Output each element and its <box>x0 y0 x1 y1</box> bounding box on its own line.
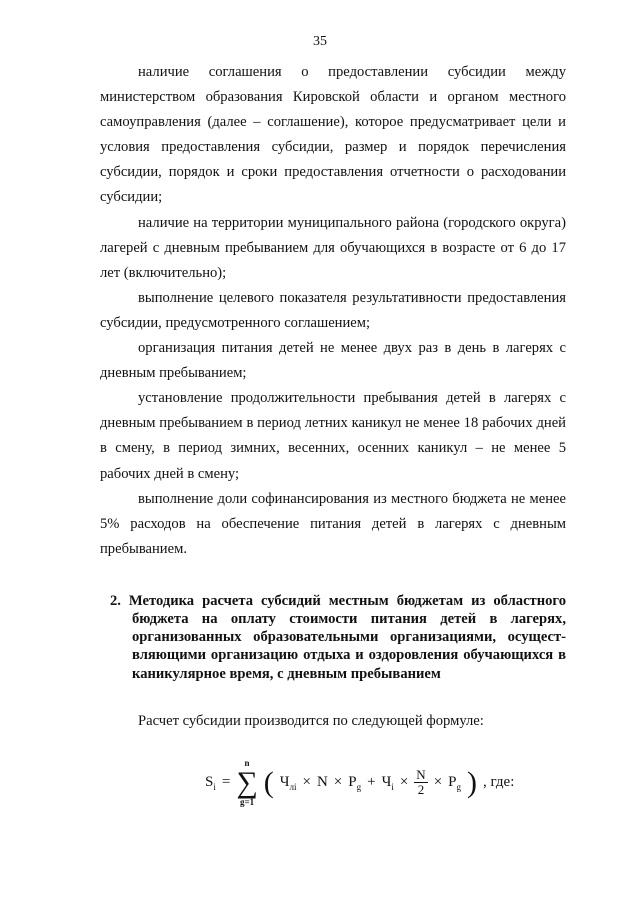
paragraph: наличие на территории муниципального района (городского округа) лагерей с дневным пребыванием для обучающихся в возрасте от 6 до 17 лет (включительно); <box>100 214 566 281</box>
p-variable: $P_g$ <box>348 773 362 792</box>
n-variable: N <box>316 774 328 791</box>
p-variable: $P_g$ <box>448 773 461 792</box>
page-number: 35 <box>313 34 327 49</box>
plus-sign: + <box>367 774 376 791</box>
equals-sign: = <box>221 774 231 791</box>
sum-symbol: n ∑ g=1 <box>236 757 258 807</box>
paragraph: выполнение доли софинансирования из местного бюджета не менее 5% расходов на обеспечение питания детей в лагерях с дневным пребыванием. <box>100 490 566 557</box>
paragraph: выполнение целевого показателя результативности предоставления субсидии, предусмотренного соглашением; <box>100 289 566 331</box>
formula-lhs: $S_i$ <box>205 773 216 792</box>
paragraph: установление продолжительности пребывания детей в лагерях с дневным пребыванием в период летних каникул не менее 18 рабочих дней в смену, в период зимних, весенних, осенних каникул – не менее 5 рабочих дней в смену; <box>100 390 566 482</box>
fraction: $\frac{N}{2}$ <box>416 767 426 798</box>
times-sign: × <box>333 774 343 791</box>
close-paren: ) <box>467 765 477 799</box>
times-sign: × <box>302 774 311 791</box>
formula-suffix: , где: <box>483 774 515 791</box>
term-2: $Ч_i$ <box>381 773 394 792</box>
formula-intro: Расчет субсидии производится по следующей формуле: <box>138 712 484 729</box>
term-1: $Ч_{лi}$ <box>279 773 297 792</box>
conditions-list <box>100 60 566 562</box>
times-sign: × <box>399 774 409 791</box>
open-paren: ( <box>263 765 274 799</box>
paragraph: наличие соглашения о предоставлении субсидии между министерством образования Кировской области и органом местного самоуправления (далее – соглашение), которое предусматривает цели и условия предоставления субсидии, размер и порядок перечисления субсидии, порядок и сроки предоставления отчетности о расходовании субсидии; <box>100 64 566 206</box>
times-sign: × <box>433 774 443 791</box>
subsidy-formula <box>205 759 640 807</box>
paragraph: организация питания детей не менее двух раз в день в лагерях с дневным пребыванием; <box>100 340 566 382</box>
section-heading: 2. Методика расчета субсидий местным бюджетам из областного бюджета на оплату стоимости питания детей в лагерях, организованных образовательными организациями, осущест-вляющими организацию отдыха и оздоровления обучающихся в каникулярное время, с дневным пребыванием <box>110 592 566 682</box>
